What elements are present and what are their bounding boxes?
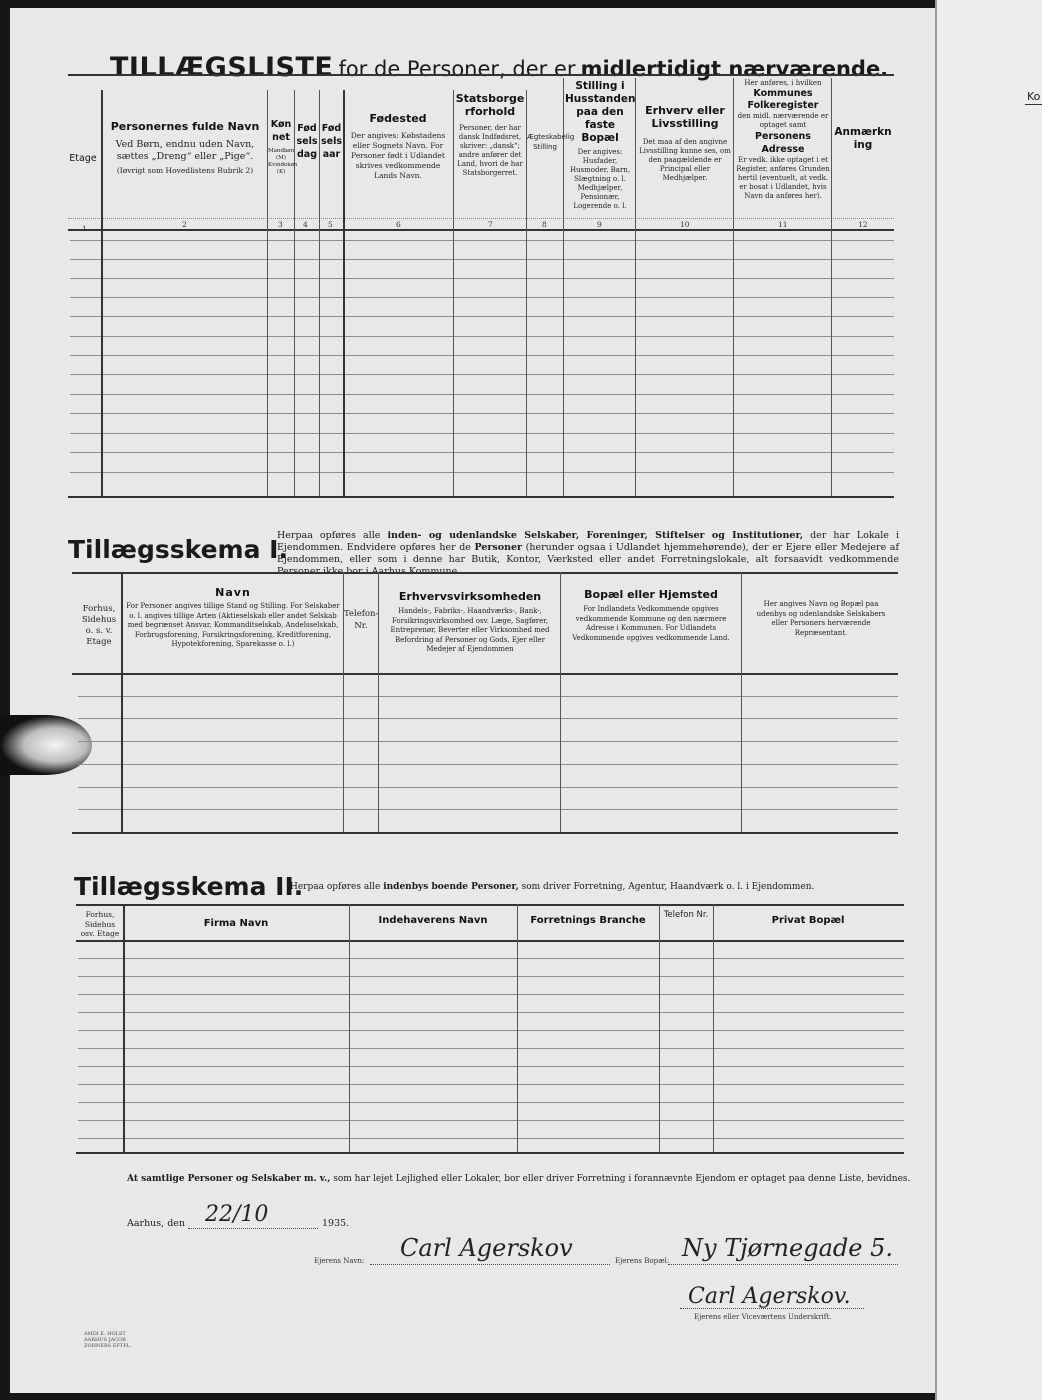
col-header-navn: Personernes fulde Navn Ved Børn, endnu uden Navn, sættes „Dreng“ eller „Pige“. (Iøvrigt som Hovedlistens Rubrik 2) xyxy=(110,120,260,175)
col-header-erhverv: Erhverv eller Livsstilling Det maa af den angivne Livsstilling kunne ses, om den paagældende er Principal eller Medhjælper. xyxy=(639,104,731,182)
declaration: At samtlige Personer og Selskaber m. v., som har lejet Lejlighed eller Lokaler, bor eller driver Forretning i forannævnte Ejendom er optaget paa denne Liste, bevidnes. xyxy=(127,1174,911,1184)
s2-col-indehaver: Indehaverens Navn xyxy=(378,915,488,926)
skema1-title: Tillægsskema I. xyxy=(68,535,288,564)
col-num: 6 xyxy=(396,220,401,229)
s1-col-repr: Her angives Navn og Bopæl paa udenbys og udenlandske Selskabers eller Personers herværende Repræsentant. xyxy=(756,600,886,637)
s1-col-navn: Navn For Personer angives tillige Stand og Stilling. For Selskaber o. l. angives tillige Arten (Aktieselskab eller andet Selskab med begrænset Ansvar, Kommanditselskab, Andelsselskab, Forbrugsforening, Forsikringsforening, Kreditforening, Hypotekforening, Sparekasse o. l.) xyxy=(126,586,340,648)
col-header-dag: Fødselsdag xyxy=(296,123,318,160)
skema2-intro: Herpaa opføres alle indenbys boende Personer, som driver Forretning, Agentur, Haandværk o. l. i Ejendommen. xyxy=(290,882,815,892)
col-header-aar: Fødselsaar xyxy=(320,123,342,160)
col-num: 5 xyxy=(328,220,333,229)
col-header-fodested: Fødested Der angives: Købstadens eller Sognets Navn. For Personer født i Udlandet skrives vedkommende Lands Navn. xyxy=(350,112,446,180)
form-page xyxy=(10,8,960,1393)
adjacent-page-text: Ko xyxy=(1027,90,1041,103)
col-num: 4 xyxy=(303,220,308,229)
signature-handwritten: Carl Agerskov. xyxy=(688,1284,851,1309)
adjacent-page xyxy=(935,0,1042,1400)
col-header-etage: Etage xyxy=(69,153,97,164)
col-header-kommune: Her anføres, i hvilken Kommunes Folkeregister den midl. nærværende er optaget samt Personens Adresse Er vedk. ikke optaget i et Register, anføres Grunden hertil (eventuelt, at vedk. er bosat i Udlandet, hvis Navn da anføres her). xyxy=(736,79,830,200)
city-label: Aarhus, den xyxy=(127,1218,186,1229)
col-header-kon: Kønnet Mandkøn (M) Kvindekøn (K) xyxy=(268,119,298,175)
s2-col-telefon: Telefon Nr. xyxy=(663,910,709,920)
s2-col-forhus: Forhus, Sidehus osv. Etage xyxy=(80,910,120,938)
owner-handwritten: Carl Agerskov xyxy=(400,1234,573,1262)
page-title: TILLÆGSLISTE for de Personer, der er midlertidigt nærværende. xyxy=(110,52,889,83)
skema2-title: Tillægsskema II. xyxy=(74,872,304,901)
thumb-shape xyxy=(0,715,92,775)
col-num: 9 xyxy=(597,220,602,229)
address-handwritten: Ny Tjørnegade 5. xyxy=(682,1234,893,1262)
address-label: Ejerens Bopæl: xyxy=(615,1257,670,1265)
s1-col-telefon: Telefon-Nr. xyxy=(344,609,379,631)
printer-mark: AMDI E. HOLST AARHUS JACOB ZOHNERS EFTFL. xyxy=(84,1331,132,1349)
col-header-aegteskabelig: Ægteskabelig Stilling xyxy=(527,133,575,151)
col-num: 11 xyxy=(778,220,788,229)
s2-col-branche: Forretnings Branche xyxy=(530,915,646,926)
year-label: 1935. xyxy=(322,1218,350,1229)
col-header-stilling: Stilling i Husstanden paa den faste Bopæl Der angives: Husfader, Husmoder, Barn, Slægtning o. l. Medhjælper, Pensionær, Logerende o. l. xyxy=(565,80,636,210)
signature-label: Ejerens eller Viceværtens Underskrift. xyxy=(694,1313,832,1321)
col-num: 2 xyxy=(182,220,187,229)
col-num: 1 xyxy=(82,224,87,233)
col-header-anmaerkning: Anmærkning xyxy=(834,126,892,151)
col-header-statsborger: Statsborgerforhold Personer, der har dansk Indfødsret, skriver: „dansk“; andre anfører det Land, hvori de har Statsborgerret. xyxy=(455,92,525,177)
s1-col-bopael: Bopæl eller Hjemsted For Indlandets Vedkommende opgives vedkommende Kommune og den nærmere Adresse i Kommunen. For Udlandets Vedkommende opgives vedkommende Land. xyxy=(572,588,730,642)
s2-col-firma: Firma Navn xyxy=(203,918,269,929)
owner-label: Ejerens Navn: xyxy=(314,1257,365,1265)
col-num: 3 xyxy=(278,220,283,229)
s1-col-forhus: Forhus, Sidehus o. s. v. Etage xyxy=(81,604,117,647)
col-num: 12 xyxy=(858,220,868,229)
col-num: 7 xyxy=(488,220,493,229)
col-num: 10 xyxy=(680,220,690,229)
col-num: 8 xyxy=(542,220,547,229)
skema1-intro: Herpaa opføres alle inden- og udenlandske Selskaber, Foreninger, Stiftelser og Institutioner, der har Lokale i Ejendommen. Endvidere opføres her de Personer (herunder ogsaa i Udlandet hjemmehørende), der er Ejere eller Medejere af Ejendommen, eller som i denne har Butik, Kontor, Værksted eller andet Forretningslokale, alt forsaavidt vedkommende Personer ikke bor i Aarhus Kommune. xyxy=(277,530,899,577)
s2-col-privat: Privat Bopæl xyxy=(771,915,845,926)
date-handwritten: 22/10 xyxy=(205,1202,269,1227)
s1-col-erhverv: Erhvervsvirksomheden Handels-, Fabriks-, Haandværks-, Bank-, Forsikringsvirksomhed osv. Læge, Sagfører, Entreprenør, Beverter eller Virksomhed med Befordring af Personer og Gods, Ejer eller Medejer af Ejendommen xyxy=(390,590,550,653)
